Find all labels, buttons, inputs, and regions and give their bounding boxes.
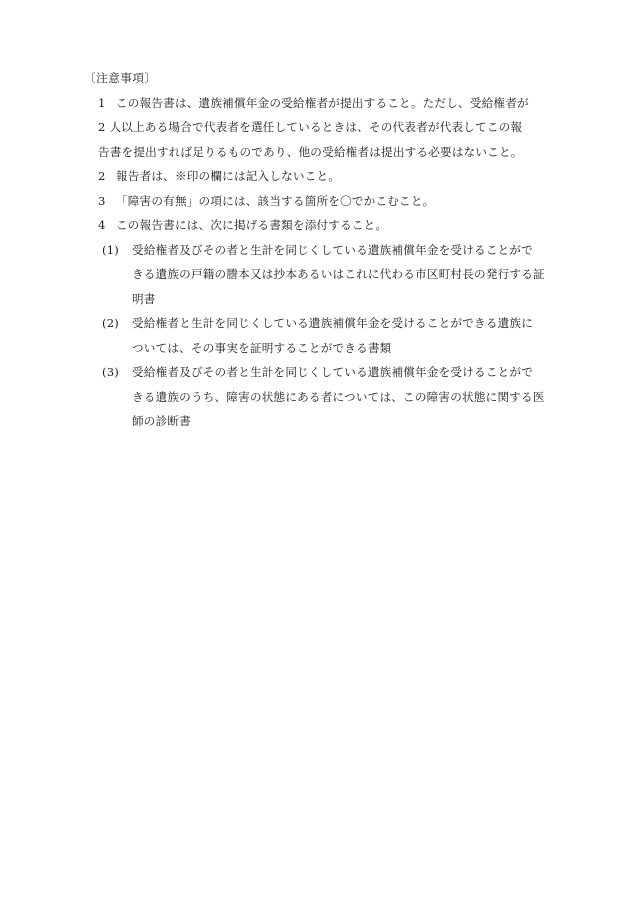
subitem-line: 受給権者及びその者と生計を同じくしている遺族補償年金を受けることがで [132,242,533,257]
subitem-line: ついては、その事実を証明することができる書類 [132,340,392,355]
notes-section [84,66,564,434]
note-item-3 [84,189,564,214]
subitem-line: きる遺族のうち、障害の状態にある者については、この障害の状態に関する医 [132,389,545,404]
note-line: 「障害の有無」の項には、該当する箇所を〇でかこむこと。 [116,193,435,208]
subitem-line: きる遺族の戸籍の謄本又は抄本あるいはこれに代わる市区町村長の発行する証 [132,267,545,281]
subitem-line: 明書 [132,291,156,306]
subitem-line: 受給権者及びその者と生計を同じくしている遺族補償年金を受けることがで [132,365,533,379]
note-item-4 [84,213,564,238]
note-number: 3 [98,193,106,208]
note-number: 1 [98,95,106,110]
note-line: 告書を提出すれば足りるものであり、他の受給権者は提出する必要はないこと。 [98,144,523,159]
note-item-1 [84,91,564,165]
note-number: 4 [98,218,106,232]
note-item-2 [84,164,564,189]
subitem-number: (1) [102,242,120,257]
note-line: 報告者は、※印の欄には記入しないこと。 [116,169,341,183]
subitem-number: (2) [102,316,120,330]
note-subitem-3 [84,360,564,434]
subitem-line: 受給権者と生計を同じくしている遺族補償年金を受けることができる遺族に [132,316,533,330]
note-subitem-1 [84,238,564,312]
note-subitem-2 [84,311,564,360]
subitem-line: 師の診断書 [132,414,191,428]
note-line: この報告書には、次に掲げる書類を添付すること。 [116,218,388,232]
note-line: 2 人以上ある場合で代表者を選任しているときは、その代表者が代表してこの報 [98,120,523,134]
note-number: 2 [98,169,106,183]
notes-heading: 〔注意事項〕 [84,71,157,85]
note-line: この報告書は、遺族補償年金の受給権者が提出すること。ただし、受給権者が [116,95,529,110]
subitem-number: (3) [102,365,120,379]
